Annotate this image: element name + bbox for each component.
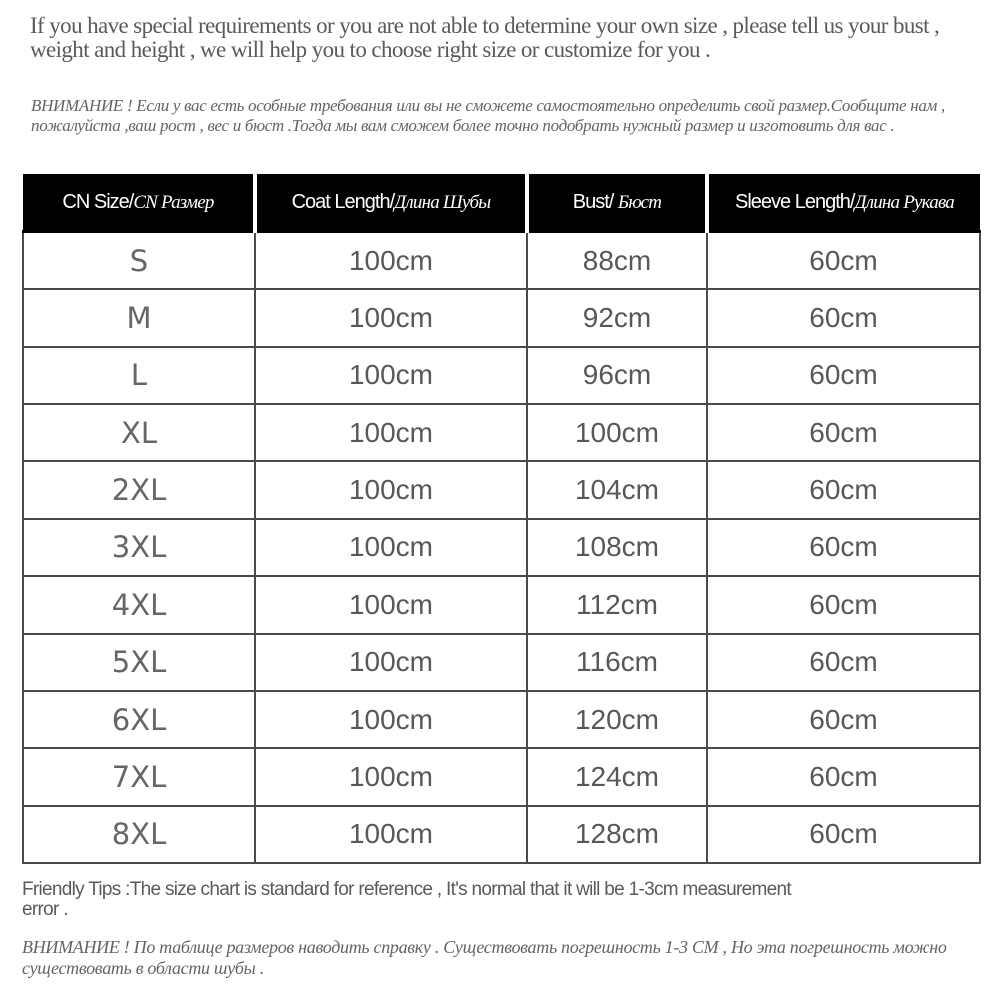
table-row xyxy=(23,232,980,290)
coat-length-cell: 100cm xyxy=(255,806,527,863)
header-cn-size-en: CN Size/ xyxy=(62,190,134,213)
size-cell: XL xyxy=(23,404,255,461)
bust-cell: 120cm xyxy=(527,691,707,748)
table-row xyxy=(23,576,980,633)
header-sleeve-length-en: Sleeve Length/ xyxy=(735,190,855,213)
header-cn-size xyxy=(23,174,255,232)
bust-cell: 104cm xyxy=(527,461,707,518)
sleeve-length-cell: 60cm xyxy=(707,519,980,576)
size-cell: 4XL xyxy=(23,576,255,633)
intro-english-text: If you have special requirements or you are not able to determine your own size , please tell us your bust , weight and height , we will help you to choose right size or customize for you . xyxy=(30,13,940,62)
size-cell: 8XL xyxy=(23,806,255,863)
table-row xyxy=(23,404,980,461)
bust-cell: 92cm xyxy=(527,289,707,346)
header-sleeve-length xyxy=(707,174,980,232)
coat-length-cell: 100cm xyxy=(255,461,527,518)
header-sleeve-length-ru: Длина Рукава xyxy=(854,191,954,213)
intro-russian-text: ВНИМАНИЕ ! Если у вас есть особные требования или вы не сможете самостоятельно определить свой размер.Сообщите нам , пожалуйста ,ваш рост , вес и бюст .Тогда мы вам сможем более точно подобрать нужный размер и изготовить для вас . xyxy=(31,96,945,135)
size-chart-table xyxy=(22,174,981,864)
coat-length-cell: 100cm xyxy=(255,289,527,346)
sleeve-length-cell: 60cm xyxy=(707,691,980,748)
header-coat-length-ru: Длина Шубы xyxy=(394,191,491,213)
coat-length-cell: 100cm xyxy=(255,347,527,404)
sleeve-length-cell: 60cm xyxy=(707,634,980,691)
coat-length-cell: 100cm xyxy=(255,576,527,633)
size-cell: L xyxy=(23,347,255,404)
bust-cell: 96cm xyxy=(527,347,707,404)
sleeve-length-cell: 60cm xyxy=(707,576,980,633)
header-bust-ru: Бюст xyxy=(617,191,662,213)
bust-cell: 124cm xyxy=(527,748,707,805)
bust-cell: 112cm xyxy=(527,576,707,633)
friendly-tips-russian: ВНИМАНИЕ ! По таблице размеров наводить справку . Существовать погрешность 1-3 CM , Но эта погрешность можно существовать в области шубы . xyxy=(22,937,947,978)
coat-length-cell: 100cm xyxy=(255,634,527,691)
size-cell: 2XL xyxy=(23,461,255,518)
size-cell: 3XL xyxy=(23,519,255,576)
coat-length-cell: 100cm xyxy=(255,691,527,748)
header-cn-size-ru: CN Размер xyxy=(133,191,214,213)
coat-length-cell: 100cm xyxy=(255,748,527,805)
size-cell: S xyxy=(23,232,255,290)
header-coat-length xyxy=(255,174,527,232)
table-row xyxy=(23,289,980,346)
coat-length-cell: 100cm xyxy=(255,404,527,461)
sleeve-length-cell: 60cm xyxy=(707,748,980,805)
table-row xyxy=(23,519,980,576)
header-bust-en: Bust/ xyxy=(572,190,618,213)
size-cell: 5XL xyxy=(23,634,255,691)
header-bust xyxy=(527,174,707,232)
bust-cell: 116cm xyxy=(527,634,707,691)
size-cell: 7XL xyxy=(23,748,255,805)
coat-length-cell: 100cm xyxy=(255,519,527,576)
sleeve-length-cell: 60cm xyxy=(707,461,980,518)
sleeve-length-cell: 60cm xyxy=(707,347,980,404)
size-cell: M xyxy=(23,289,255,346)
table-row xyxy=(23,691,980,748)
bust-cell: 108cm xyxy=(527,519,707,576)
table-row xyxy=(23,748,980,805)
table-header-row xyxy=(23,174,980,232)
table-row xyxy=(23,634,980,691)
bust-cell: 100cm xyxy=(527,404,707,461)
table-row xyxy=(23,347,980,404)
friendly-tips-english: Friendly Tips :The size chart is standard for reference , It's normal that it will be 1-3cm measurement error . xyxy=(22,879,791,920)
table-row xyxy=(23,461,980,518)
coat-length-cell: 100cm xyxy=(255,232,527,290)
sleeve-length-cell: 60cm xyxy=(707,232,980,290)
size-cell: 6XL xyxy=(23,691,255,748)
sleeve-length-cell: 60cm xyxy=(707,404,980,461)
table-row xyxy=(23,806,980,863)
bust-cell: 88cm xyxy=(527,232,707,290)
header-coat-length-en: Coat Length/ xyxy=(291,190,395,213)
bust-cell: 128cm xyxy=(527,806,707,863)
sleeve-length-cell: 60cm xyxy=(707,806,980,863)
sleeve-length-cell: 60cm xyxy=(707,289,980,346)
